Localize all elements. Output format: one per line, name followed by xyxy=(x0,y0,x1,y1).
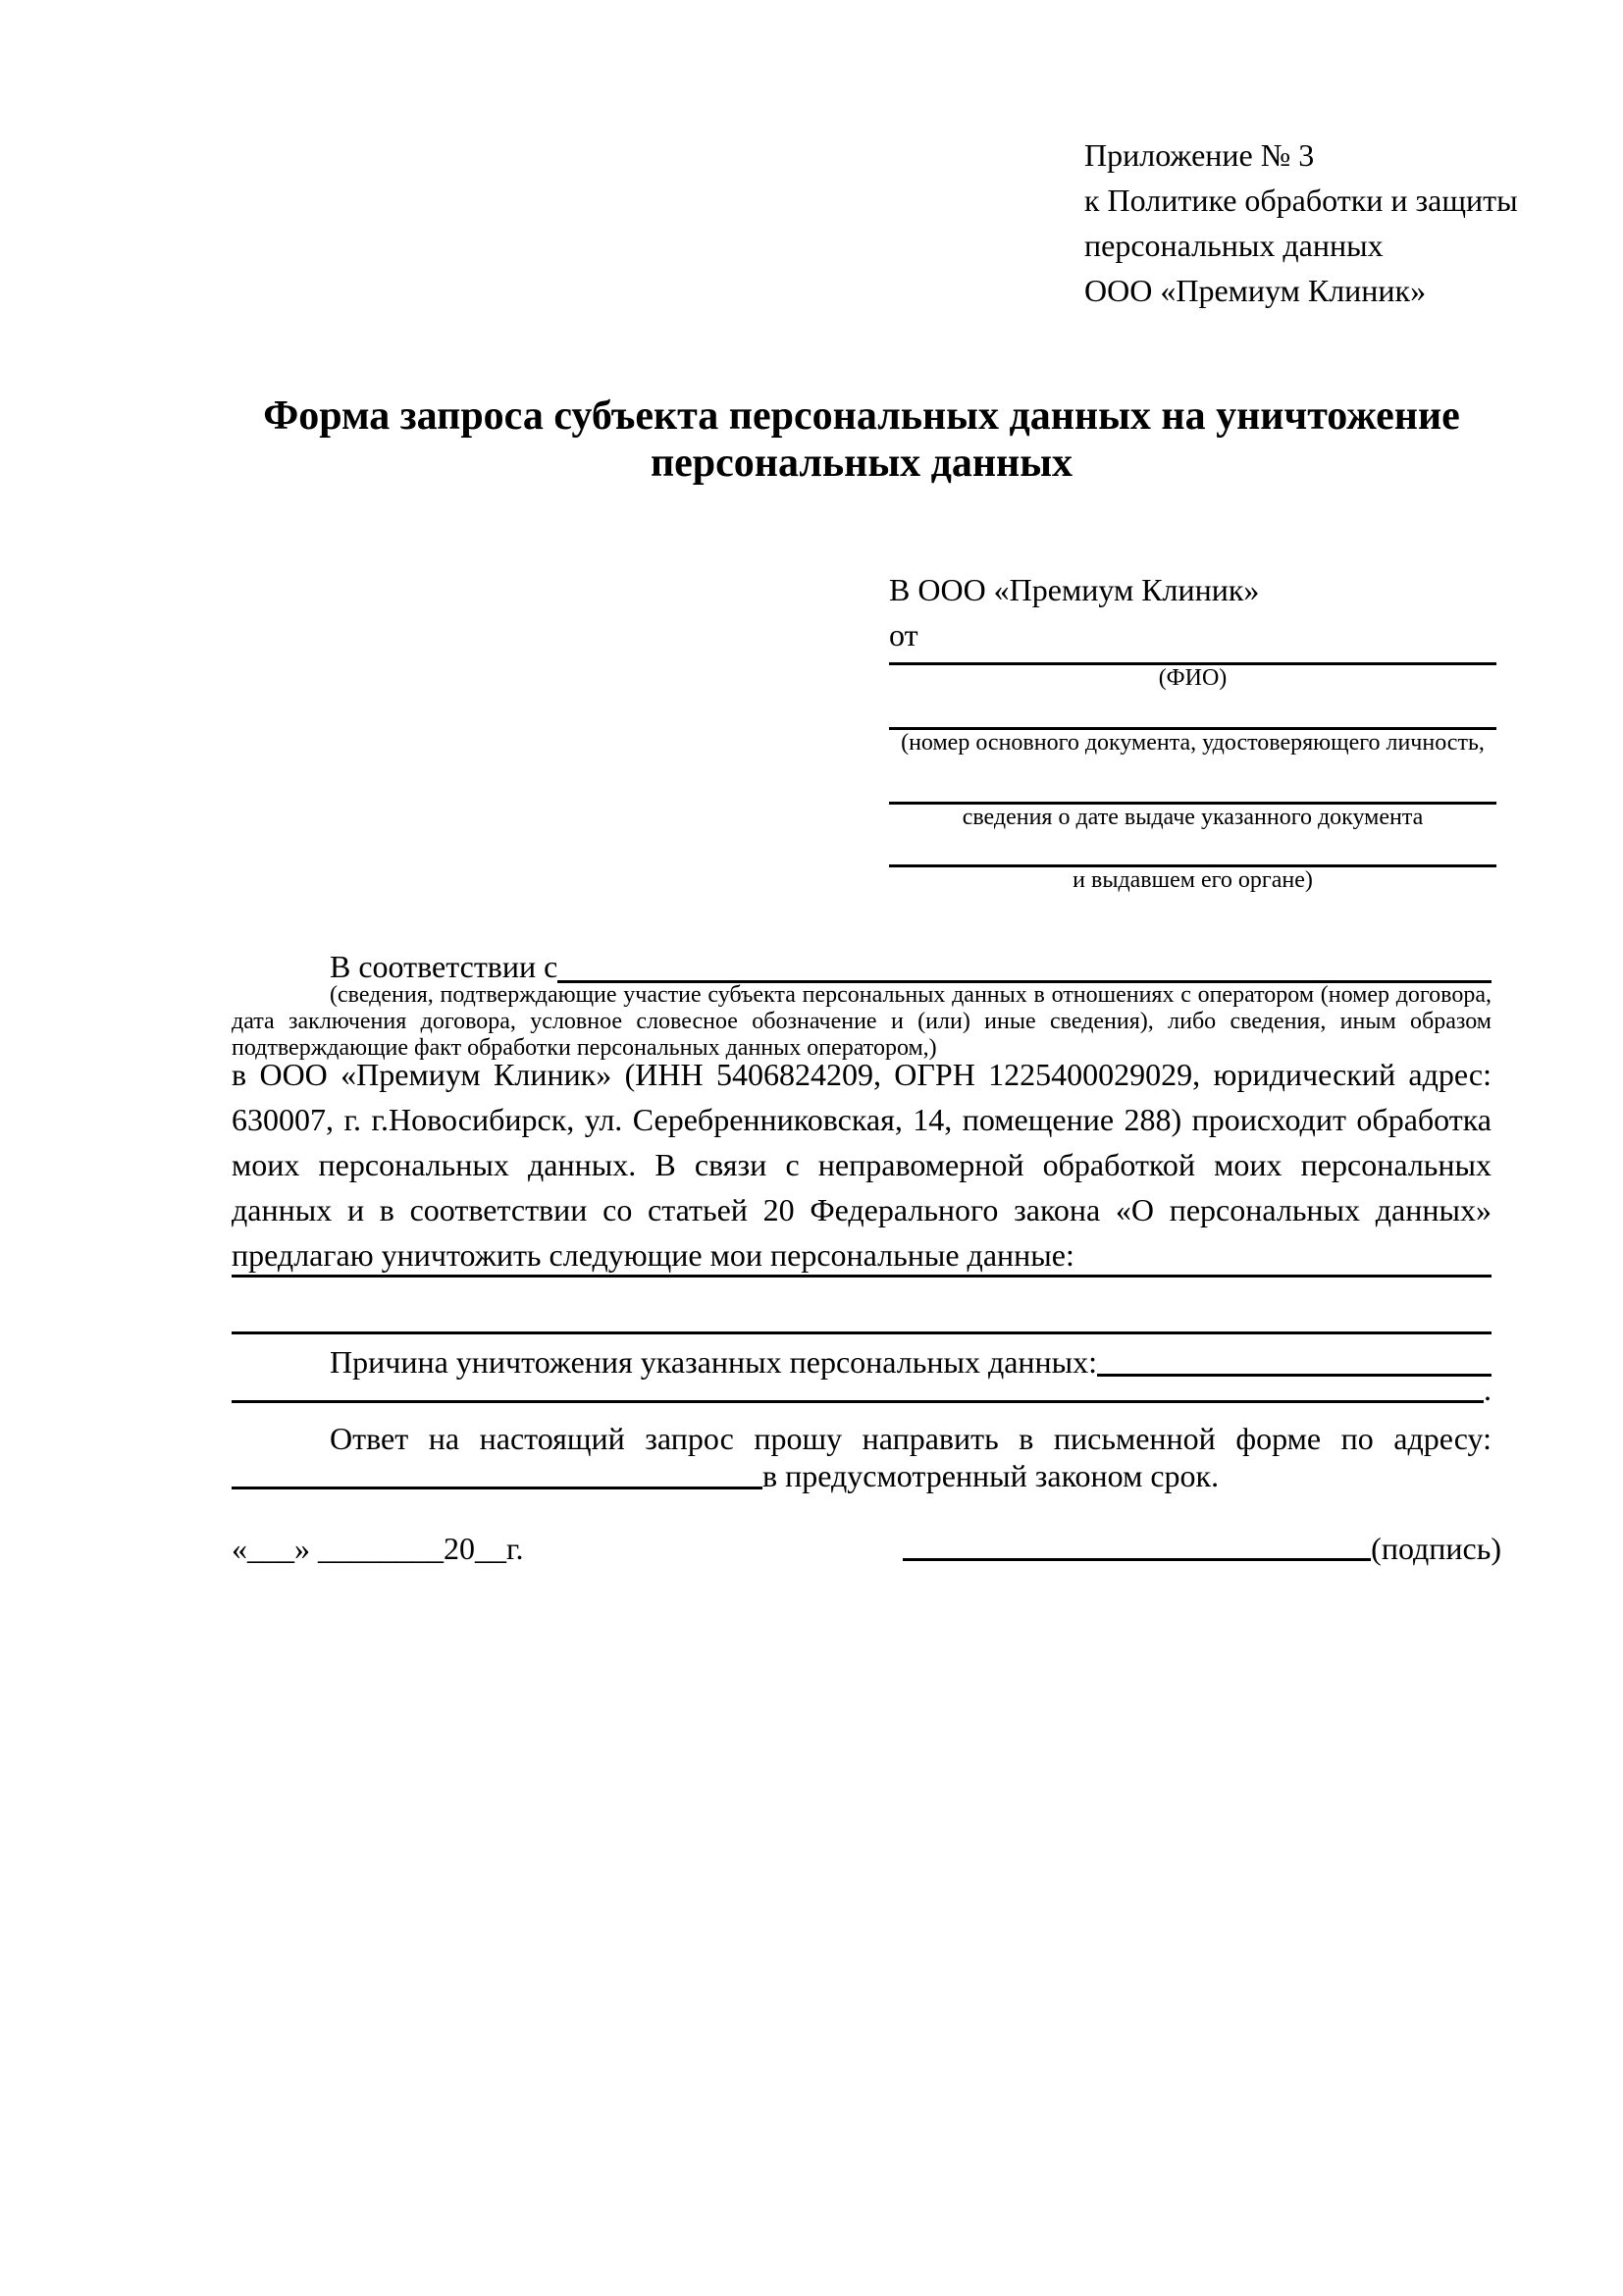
fio-caption: (ФИО) xyxy=(1158,665,1228,691)
reason-terminator: . xyxy=(1484,1372,1492,1407)
response-request-line: Ответ на настоящий запрос прошу направить в письменной форме по адресу: xyxy=(330,1421,1492,1456)
appendix-line-3: персональных данных xyxy=(1084,228,1384,263)
appendix-line-4: ООО «Премиум Клиник» xyxy=(1084,273,1427,308)
data-list-blank-line-2 xyxy=(232,1331,1492,1334)
date-line: «___» ________20__г. xyxy=(232,1531,524,1566)
reason-continuation-row xyxy=(232,1370,1492,1409)
data-list-blank-line-1 xyxy=(232,1275,1492,1278)
signature-blank-line xyxy=(903,1558,1371,1561)
response-address-row xyxy=(232,1456,1492,1495)
appendix-line-2: к Политике обработки и защиты xyxy=(1084,183,1518,218)
document-title xyxy=(232,392,1492,487)
issue-date-caption: сведения о дате выдаче указанного документа xyxy=(962,805,1424,830)
addressee-block xyxy=(889,567,1496,894)
appendix-line-1: Приложение № 3 xyxy=(1084,137,1315,173)
signature-group xyxy=(903,1529,1501,1568)
response-term-text: в предусмотренный законом срок. xyxy=(762,1458,1220,1493)
accordance-lead: В соответствии с xyxy=(330,949,558,984)
document-title-line-1: Форма запроса субъекта персональных данных на уничтожение xyxy=(263,393,1460,439)
issuing-authority-caption: и выдавшем его органе) xyxy=(1073,867,1313,893)
reason-continuation-blank-line xyxy=(232,1400,1484,1403)
body-paragraph: в ООО «Премиум Клиник» (ИНН 5406824209, ОГРН 1225400029029, юридический адрес: 630007, г. г.Новосибирск, ул. Серебренниковская, 14, помещение 288) происходит обработка моих персональных данных. В связи с неправомерной обработкой моих персональных данных и в соответствии со статьей 20 Федерального закона «О персональных данных» предлагаю уничтожить следующие мои персональные данные: xyxy=(232,1057,1492,1273)
document-title-line-2: персональных данных xyxy=(650,441,1073,486)
response-address-blank-line xyxy=(232,1487,762,1489)
reason-label: Причина уничтожения указанных персональных данных: xyxy=(330,1344,1098,1380)
signature-caption: (подпись) xyxy=(1371,1531,1501,1566)
appendix-block xyxy=(1084,132,1518,313)
addressee-to: В ООО «Премиум Клиник» xyxy=(889,572,1260,607)
accordance-note: (сведения, подтверждающие участие субъекта персональных данных в отношениях с оператором (номер договора, дата заключения договора, условное словесное обозначение и (или) иные сведения), либо сведения, иным образом подтверждающие факт обработки персональных данных оператором,) xyxy=(232,982,1492,1061)
addressee-from-label: от xyxy=(889,617,918,652)
document-number-caption: (номер основного документа, удостоверяющего личность, xyxy=(901,730,1485,756)
